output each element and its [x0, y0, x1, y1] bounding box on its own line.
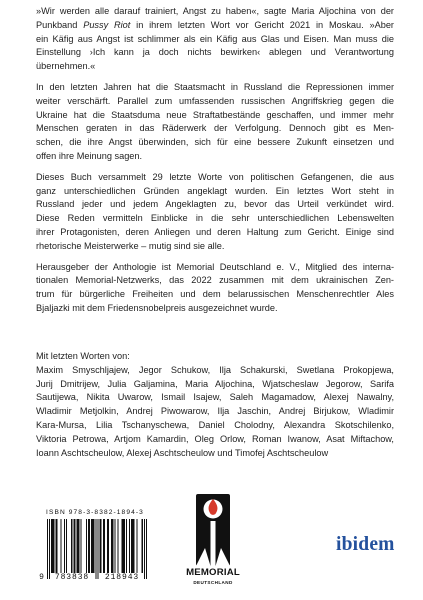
text-line: Ioann Aschtscheulow, Alexej Aschtscheulow und Timofej Aschtscheulow	[36, 447, 329, 458]
text-line: schen, die ihre Angst überwinden, sich für eine bessere Zukunft einsetzen und	[36, 137, 394, 148]
barcode-bar	[107, 519, 109, 573]
text-line: Einstellung ›Ich kann ja doch nichts bewirken‹ ablegen und Verantwortung	[36, 47, 394, 58]
memorial-logo	[186, 492, 240, 592]
isbn-barcode	[38, 508, 152, 590]
barcode-bar	[118, 519, 119, 573]
memorial-subtitle: DEUTSCHLAND	[193, 580, 233, 585]
text-line: Russland jeder und jedem Angeklagten zu, bevor das Urteil verkündet wird.	[36, 199, 394, 210]
text-line: Jurij Dmitrijew, Julia Galjamina, Maria Aljochina, Wjatscheslaw Jegorow, Sarifa	[36, 378, 394, 389]
barcode-bar	[66, 519, 67, 573]
barcode-digit-first: 9	[39, 573, 45, 582]
barcode-digits-left: 783838	[54, 573, 90, 582]
blurb-paragraph	[36, 171, 394, 254]
barcode-bar	[64, 519, 65, 573]
text-line: rhetorische Meisterwerke – mutig sind sie alle.	[36, 240, 225, 251]
blurb-paragraph	[36, 261, 394, 316]
barcode-guard-bar	[146, 519, 147, 579]
barcode-bar	[122, 519, 125, 573]
barcode-digits-right: 218943	[104, 573, 140, 582]
barcode-bar	[76, 519, 79, 573]
barcode-bar	[55, 519, 57, 573]
text-line: Bjaljazki mit dem Friedensnobelpreis ausgezeichnet wurde.	[36, 302, 278, 313]
barcode-bar	[71, 519, 72, 573]
publisher-logo: ibidem	[336, 534, 395, 555]
contributors-heading: Mit letzten Worten von:	[36, 351, 130, 361]
memorial-emblem	[186, 492, 240, 568]
text-segment: in ihrem letzten Wort vor Gericht 2021 in Moskau. »Aber	[130, 19, 394, 30]
barcode-bar	[103, 519, 105, 573]
candle-icon	[211, 521, 216, 566]
barcode-bar	[61, 519, 62, 573]
text-line: übernehmen.«	[36, 61, 96, 72]
barcode-guard-bar	[47, 519, 48, 579]
text-line: Dieses Buch versammelt 29 letzte Worte von politischen Gefangenen, die aus	[36, 171, 394, 182]
barcode-guard-bar	[98, 519, 99, 579]
barcode-bar	[100, 519, 102, 573]
text-line: »Wir werden alle darauf trainiert, Angst zu haben«, sagte Maria Aljochina von der	[36, 6, 394, 16]
isbn-label: ISBN 978-3-8382-1894-3	[46, 509, 144, 516]
text-line: Ukraine hat die Staatsduma neue Straftatbestände geschaffen, und immer mehr	[36, 109, 394, 120]
barcode-guard-bar	[95, 519, 96, 579]
barcode-bars	[47, 519, 147, 579]
contributors-section	[36, 350, 394, 460]
text-line: trum für bürgerliche Freiheiten und dem belarussischen Menschenrechtler Ales	[36, 289, 394, 300]
barcode-bar	[81, 519, 82, 573]
text-line: Maxim Smyschljajew, Jegor Schukow, Ilja Schakurski, Swetlana Prokopjewa,	[36, 364, 394, 375]
text-line: Kara-Mursa, Lilia Tschanyschewa, Daniel Cholodny, Alexandra Skotschilenko,	[36, 419, 394, 430]
barcode-bar	[73, 519, 75, 573]
contributors-list	[36, 364, 394, 461]
blurb-paragraph	[36, 5, 394, 74]
text-segment: Punkband	[36, 19, 84, 30]
text-line: Menschen geraten in das Räderwerk der Verfolgung. Dennoch gibt es Men-	[36, 123, 394, 134]
text-line: Sautijewa, Nikita Uwarow, Ismail Isajew, Saleh Magamadow, Alexej Nawalny,	[36, 392, 394, 403]
barcode-bar	[126, 519, 127, 573]
barcode-bar	[131, 519, 134, 573]
text-line: Herausgeber der Anthologie ist Memorial Deutschland e. V., Mitglied des interna-	[36, 261, 394, 272]
text-line: weiter verschärft. Parallel zum umfassenden russischen Angriffskrieg gegen die	[36, 95, 394, 106]
text-line: Wladimir Metjolkin, Andrej Piwowarow, Ilja Jaschin, Andrej Birjukow, Wladimir	[36, 406, 394, 417]
text-line: ein Käfig aus Angst ist schlimmer als ein Käfig aus Glas und Eisen. Man muss die	[36, 33, 394, 44]
barcode-bar	[111, 519, 113, 573]
barcode-bar	[86, 519, 87, 573]
text-line: Viktoria Petrowa, Artjom Kamardin, Oleg Orlow, Roman Iwanow, Asat Miftachow,	[36, 433, 394, 444]
text-line: In den letzten Jahren hat die Staatsmacht in Russland die Repressionen immer	[36, 81, 394, 92]
text-line	[36, 19, 394, 33]
band-name-italic: Pussy Riot	[83, 19, 131, 30]
text-line: tionalen Memorial-Netzwerks, das 2022 zusammen mit dem ukrainischen Zen-	[36, 275, 394, 286]
text-line: ihrer Protagonisten, deren Anliegen und deren Haltung zum Gericht. Einige sind	[36, 226, 394, 237]
barcode-guard-bar	[49, 519, 50, 579]
memorial-wordmark: MEMORIAL	[186, 567, 240, 578]
barcode-bar	[142, 519, 143, 573]
barcode-bar	[88, 519, 90, 573]
text-line: Diese Reden vermitteln Einblicke in die sehr unterschiedlichen Lebenswelten	[36, 213, 394, 224]
blurb-text	[36, 5, 394, 323]
barcode-bar	[51, 519, 54, 573]
barcode-bar	[114, 519, 115, 573]
text-line: offen ihre Meinung sagen.	[36, 150, 143, 161]
barcode-bar	[136, 519, 137, 573]
text-line: ganz unterschiedlichen Gründen angeklagt wurden. Ein letztes Wort steht in	[36, 185, 394, 196]
barcode-bar	[129, 519, 130, 573]
barcode-guard-bar	[144, 519, 145, 579]
barcode-bar	[91, 519, 94, 573]
blurb-paragraph	[36, 81, 394, 164]
